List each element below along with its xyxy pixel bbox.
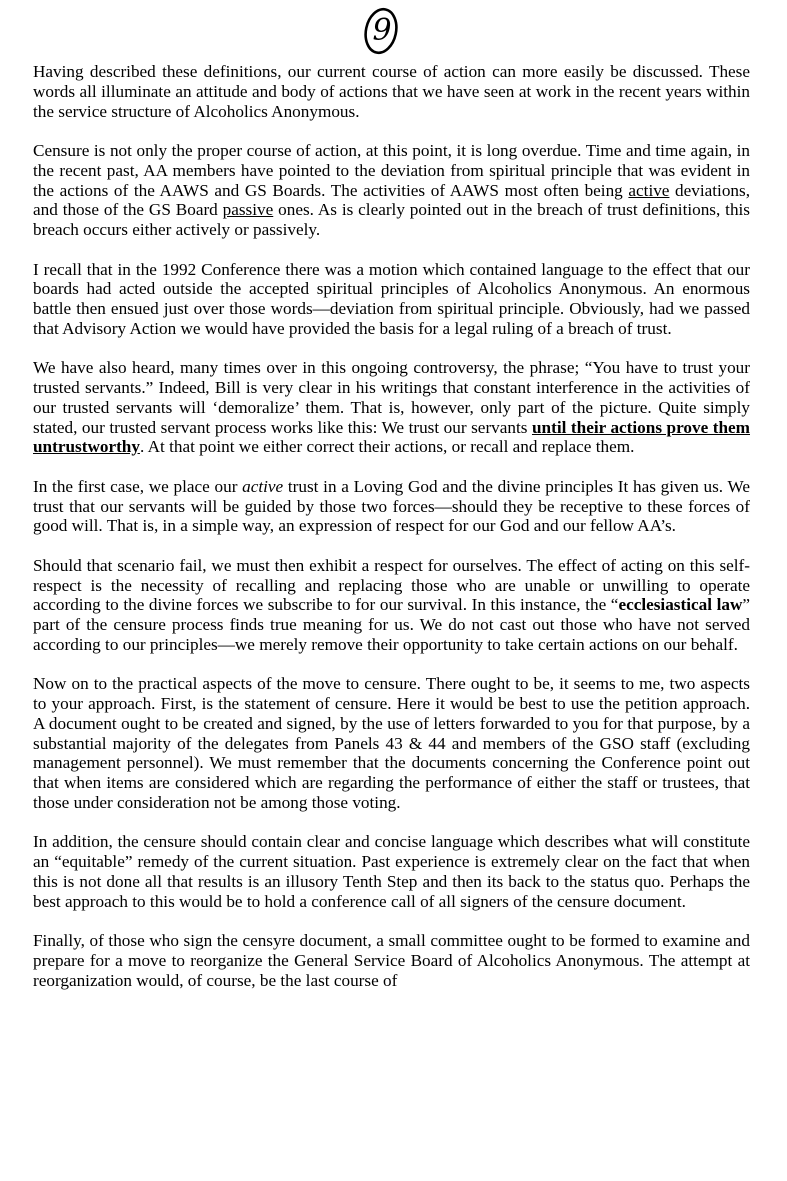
paragraph (33, 556, 750, 655)
paragraph (33, 62, 750, 121)
paragraph-text: I recall that in the 1992 Conference there was a motion which contained language to the effect that our boards had acted outside the accepted spiritual principles of Alcoholics Anonymous. An enormous battle then ensued just over those words—deviation from spiritual principle. Obviously, had we passed that Advisory Action we would have provided the basis for a legal ruling of a breach of trust. (33, 259, 750, 338)
page-number-text: 9 (372, 13, 392, 48)
paragraph-text: trust in a Loving God and the divine principles It has given us. We trust that our servants will be guided by those two forces—should they be receptive to these forces of good will. That is, in a simple way, an expression of respect for our God and our fellow AA’s. (33, 476, 750, 536)
paragraph-text: ” part of the censure process finds true meaning for us. We do not cast out those who have not served according to our principles—we merely remove their opportunity to take certain actions on our behalf. (33, 595, 750, 654)
paragraph-text: We have also heard, many times over in this ongoing controversy, the phrase; “You have to trust your trusted servants.” Indeed, Bill is very clear in his writings that constant interference in the activities of our trusted servants will ‘demoralize’ them. That is, however, only part of the picture. Quite simply stated, our trusted servant process works like this: We trust our servants (33, 358, 750, 437)
circled-number-mark (356, 4, 406, 56)
paragraph (33, 358, 750, 457)
emphasized-text: ecclesiastical law (618, 595, 743, 615)
paragraph-text: In the first case, we place our (33, 476, 243, 496)
paragraph (33, 674, 750, 812)
paragraph (33, 477, 750, 536)
paragraph-text: deviations, and those of the GS Board (33, 180, 751, 220)
paragraph-text: Finally, of those who sign the censyre document, a small committee ought to be formed to examine and prepare for a move to reorganize the General Service Board of Alcoholics Anonymous. The attempt at reorganization would, of course, be the last course of (33, 931, 750, 990)
emphasized-text: passive (222, 200, 274, 220)
paragraph (33, 141, 750, 240)
paragraph-text: Having described these definitions, our current course of action can more easily be discussed. These words all illuminate an attitude and body of actions that we have seen at work in the recent years within the service structure of Alcoholics Anonymous. (33, 62, 750, 121)
emphasized-text: active (628, 180, 670, 200)
document-body (33, 62, 750, 1010)
paragraph-text: Now on to the practical aspects of the move to censure. There ought to be, it seems to me, two aspects to your approach. First, is the statement of censure. Here it would be best to use the petition approach. A document ought to be created and signed, by the use of letters forwarded to you for that purpose, by a substantial majority of the delegates from Panels 43 & 44 and members of the GSO staff (excluding management personnel). We must remember that the documents concerning the Conference point out that when items are considered which are regarding the performance of either the staff or trustees, that those under consideration not be among those voting. (33, 674, 750, 812)
handwritten-page-number (356, 4, 406, 56)
paragraph-text: ones. As is clearly pointed out in the breach of trust definitions, this breach occurs either actively or passively. (33, 200, 750, 239)
paragraph-text: . At that point we either correct their actions, or recall and replace them. (139, 437, 635, 457)
paragraph (33, 832, 750, 911)
paragraph (33, 931, 750, 990)
emphasized-text: active (242, 476, 284, 496)
paragraph (33, 260, 750, 339)
emphasized-text: until their actions prove them untrustworthy (33, 417, 750, 457)
paragraph-text: In addition, the censure should contain clear and concise language which describes what will constitute an “equitable” remedy of the current situation. Past experience is extremely clear on the fact that when this is not done all that results is an illusory Tenth Step and then its back to the status quo. Perhaps the best approach to this would be to hold a conference call of all signers of the censure document. (33, 832, 750, 911)
paragraph-text: Censure is not only the proper course of action, at this point, it is long overdue. Time and time again, in the recent past, AA members have pointed to the deviation from spiritual principle that was evident in the actions of the AAWS and GS Boards. The activities of AAWS most often being (33, 141, 750, 200)
paragraph-text: Should that scenario fail, we must then exhibit a respect for ourselves. The effect of acting on this self-respect is the necessity of recalling and replacing those who are unable or unwilling to operate according to the divine forces we subscribe to for our survival. In this instance, the “ (33, 555, 750, 615)
